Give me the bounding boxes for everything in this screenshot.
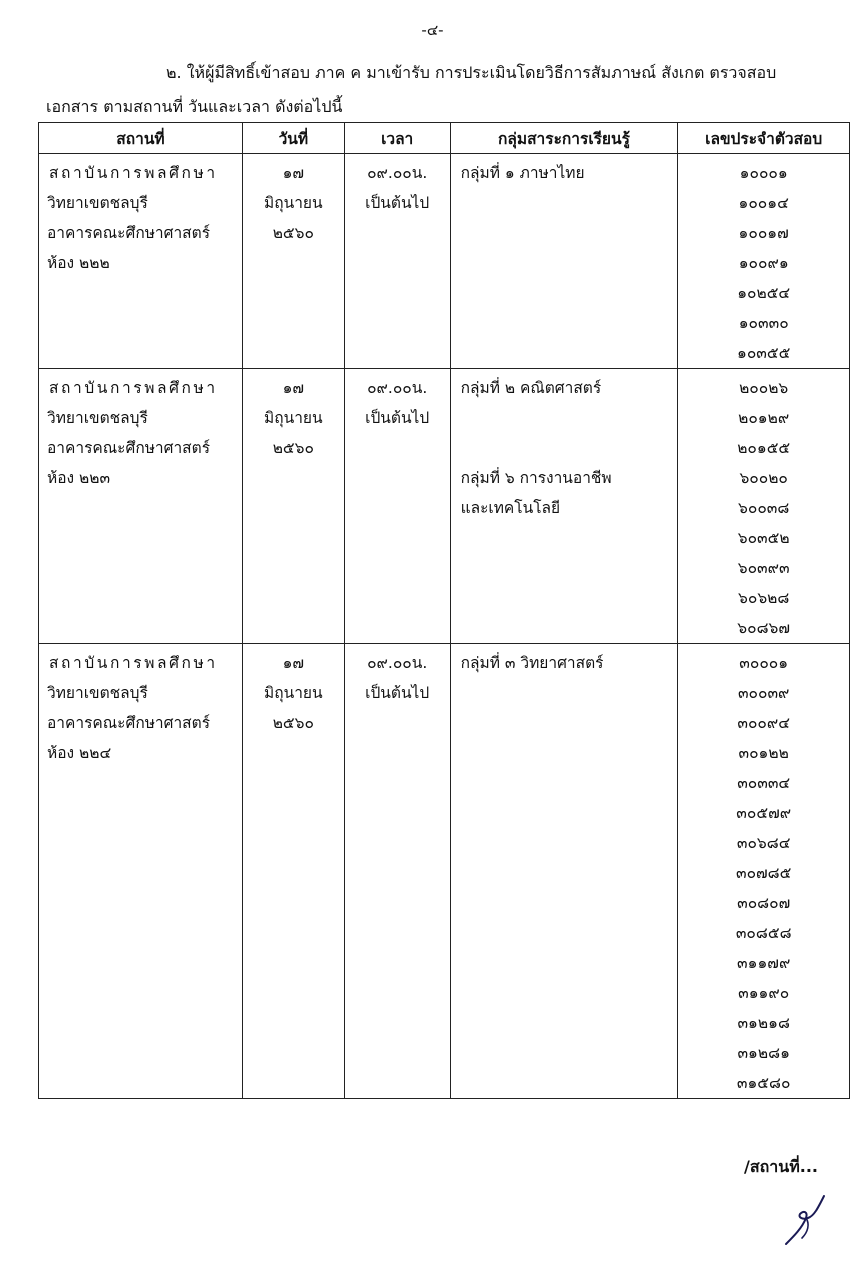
continuation-note: /สถานที่... — [744, 1157, 818, 1176]
exam-id: ๑๐๒๕๔ — [737, 284, 791, 302]
exam-schedule-table — [38, 122, 850, 1099]
date-day: ๑๗ — [282, 379, 305, 397]
time-cell — [344, 369, 450, 644]
place-cell — [39, 369, 243, 644]
subject-group: กลุ่มที่ ๑ ภาษาไทย — [460, 164, 585, 182]
exam-id: ๖๐๐๒๐ — [739, 469, 788, 487]
date-cell — [242, 369, 344, 644]
exam-id: ๖๐๘๖๗ — [737, 619, 791, 637]
header-exam-id: เลขประจำตัวสอบ — [678, 123, 850, 154]
exam-id: ๓๐๕๗๙ — [736, 804, 792, 822]
subject-group: กลุ่มที่ ๖ การงานอาชีพ — [460, 469, 612, 487]
date-year: ๒๕๖๐ — [272, 714, 314, 732]
exam-id: ๓๑๒๑๘ — [737, 1014, 790, 1032]
exam-id: ๓๑๕๘๐ — [736, 1074, 791, 1092]
place-room: ห้อง ๒๒๓ — [47, 469, 111, 487]
place-campus: วิทยาเขตชลบุรี — [47, 194, 148, 212]
date-year: ๒๕๖๐ — [272, 439, 314, 457]
exam-id: ๓๐๐๙๔ — [737, 714, 790, 732]
exam-id: ๒๐๑๕๕ — [737, 439, 791, 457]
place-cell — [39, 644, 243, 1099]
exam-id: ๑๐๐๑๗ — [738, 224, 789, 242]
page-number: -๔- — [421, 21, 444, 39]
subject-group-continued: และเทคโนโลยี — [460, 499, 561, 517]
exam-id: ๓๑๒๘๑ — [737, 1044, 790, 1062]
time-cell — [344, 154, 450, 369]
place-campus: วิทยาเขตชลบุรี — [47, 684, 148, 702]
place-name: สถาบันการพลศึกษา — [49, 379, 218, 397]
date-cell — [242, 644, 344, 1099]
date-year: ๒๕๖๐ — [272, 224, 314, 242]
place-cell — [39, 154, 243, 369]
exam-id: ๖๐๓๕๒ — [737, 529, 790, 547]
exam-id: ๑๐๓๕๕ — [737, 344, 791, 362]
place-campus: วิทยาเขตชลบุรี — [47, 409, 148, 427]
exam-id: ๓๐๑๒๒ — [738, 744, 789, 762]
date-month: มิถุนายน — [264, 409, 323, 427]
exam-id: ๖๐๓๙๓ — [737, 559, 790, 577]
exam-id: ๖๐๐๓๘ — [738, 499, 790, 517]
place-name: สถาบันการพลศึกษา — [49, 654, 218, 672]
exam-id: ๑๐๐๙๑ — [738, 254, 789, 272]
time-onward: เป็นต้นไป — [365, 194, 430, 212]
intro-line-2: เอกสาร ตามสถานที่ วันและเวลา ดังต่อไปนี้ — [46, 97, 343, 116]
place-building: อาคารคณะศึกษาศาสตร์ — [47, 224, 211, 242]
subject-group-cell — [450, 154, 678, 369]
header-time: เวลา — [344, 123, 450, 154]
date-month: มิถุนายน — [264, 194, 323, 212]
exam-id: ๑๐๐๐๑ — [739, 164, 788, 182]
subject-group: กลุ่มที่ ๓ วิทยาศาสตร์ — [460, 654, 604, 672]
table-row — [39, 644, 850, 1099]
signature-initial — [782, 1188, 832, 1248]
exam-id: ๓๐๘๕๘ — [735, 924, 792, 942]
exam-id: ๓๐๐๓๙ — [737, 684, 790, 702]
time-onward: เป็นต้นไป — [365, 684, 430, 702]
exam-id-cell — [678, 154, 850, 369]
place-room: ห้อง ๒๒๒ — [47, 254, 110, 272]
table-row — [39, 369, 850, 644]
time-start: ๐๙.๐๐น. — [367, 654, 428, 672]
exam-id: ๒๐๐๒๖ — [739, 379, 789, 397]
exam-id: ๓๐๐๐๑ — [739, 654, 789, 672]
header-subject-group: กลุ่มสาระการเรียนรู้ — [450, 123, 678, 154]
subject-group-cell — [450, 644, 678, 1099]
date-month: มิถุนายน — [264, 684, 323, 702]
intro-line-1: ๒. ให้ผู้มีสิทธิ์เข้าสอบ ภาค ค มาเข้ารับ การประเมินโดยวิธีการสัมภาษณ์ สังเกต ตรวจสอบ — [166, 63, 777, 82]
exam-id: ๓๐๗๘๕ — [735, 864, 792, 882]
time-start: ๐๙.๐๐น. — [367, 379, 428, 397]
exam-id: ๓๐๓๓๔ — [737, 774, 791, 792]
table-row — [39, 154, 850, 369]
date-day: ๑๗ — [282, 164, 305, 182]
time-start: ๐๙.๐๐น. — [367, 164, 428, 182]
subject-group: กลุ่มที่ ๒ คณิตศาสตร์ — [460, 379, 602, 397]
exam-id: ๑๐๓๓๐ — [738, 314, 789, 332]
exam-id: ๑๐๐๑๔ — [738, 194, 789, 212]
date-cell — [242, 154, 344, 369]
time-cell — [344, 644, 450, 1099]
exam-id-cell — [678, 369, 850, 644]
exam-id: ๖๐๖๒๘ — [738, 589, 790, 607]
place-name: สถาบันการพลศึกษา — [49, 164, 218, 182]
table-header-row — [39, 123, 850, 154]
intro-paragraph — [46, 56, 826, 124]
date-day: ๑๗ — [282, 654, 305, 672]
exam-id-cell — [678, 644, 850, 1099]
exam-id: ๓๐๘๐๗ — [737, 894, 791, 912]
place-building: อาคารคณะศึกษาศาสตร์ — [47, 714, 211, 732]
exam-id: ๒๐๑๒๙ — [738, 409, 790, 427]
header-place: สถานที่ — [39, 123, 243, 154]
place-building: อาคารคณะศึกษาศาสตร์ — [47, 439, 211, 457]
place-room: ห้อง ๒๒๔ — [47, 744, 112, 762]
exam-id: ๓๑๑๗๙ — [737, 954, 791, 972]
subject-group-cell — [450, 369, 678, 644]
exam-id: ๓๐๖๘๔ — [736, 834, 791, 852]
exam-id: ๓๑๑๙๐ — [738, 984, 790, 1002]
time-onward: เป็นต้นไป — [365, 409, 430, 427]
header-date: วันที่ — [242, 123, 344, 154]
